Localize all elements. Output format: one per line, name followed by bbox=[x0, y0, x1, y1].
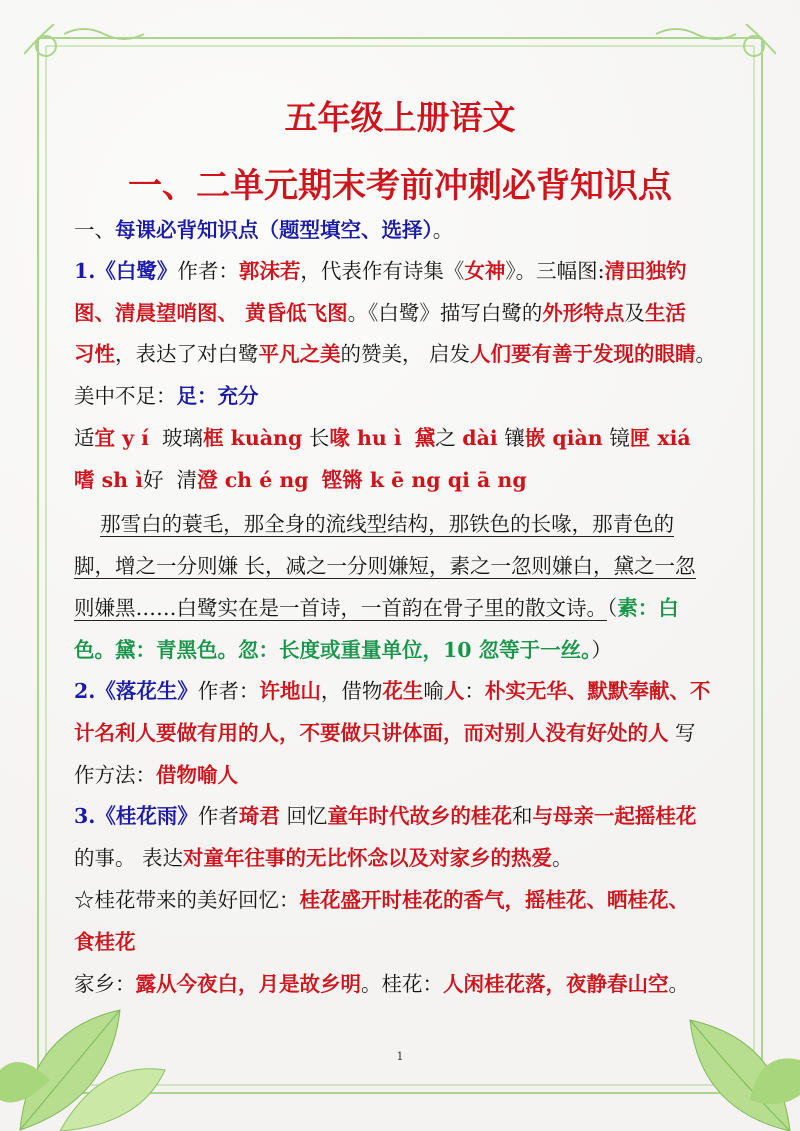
text-segment: 和 bbox=[511, 804, 533, 828]
text-segment: 。《白鹭》描写白鹭的 bbox=[347, 301, 543, 325]
text-segment: 计名利人要做有用的人，不要做只讲体面，而对别人没有好处的人 bbox=[74, 721, 669, 745]
text-segment: 。 bbox=[668, 972, 689, 996]
text-segment: 女神 bbox=[464, 259, 506, 283]
text-segment: 澄 ch é ng bbox=[197, 468, 309, 492]
text-segment: ） bbox=[591, 638, 612, 662]
text-line bbox=[74, 677, 710, 705]
text-segment: 习性 bbox=[74, 342, 115, 366]
text-line bbox=[74, 761, 238, 789]
text-segment: 嵌 qiàn bbox=[524, 426, 603, 450]
text-segment: 及 bbox=[624, 301, 645, 325]
text-segment: 匣 xiá bbox=[629, 426, 691, 450]
text-segment: 2.《落花生》 bbox=[74, 679, 198, 703]
text-segment: 外形特点 bbox=[542, 301, 625, 325]
text-line bbox=[74, 928, 136, 956]
text-line bbox=[74, 340, 716, 368]
text-segment: 琦君 bbox=[238, 804, 280, 828]
leaf-decoration-right-icon bbox=[650, 1000, 800, 1131]
text-segment: 对童年往事的无比怀念以及对家乡的热爱 bbox=[183, 846, 553, 870]
text-segment bbox=[402, 426, 415, 450]
text-segment: 喻 bbox=[423, 679, 444, 703]
text-segment: （ bbox=[607, 596, 618, 620]
text-segment: 作者： bbox=[177, 259, 239, 283]
text-segment: 镶 bbox=[497, 426, 525, 450]
text-segment: 喙 hu ì bbox=[329, 426, 402, 450]
text-segment: 许地山 bbox=[259, 679, 321, 703]
document-subtitle: 一、二单元期末考前冲刺必背知识点 bbox=[128, 166, 672, 206]
text-segment: ☆桂花带来的美好回忆： bbox=[74, 888, 300, 912]
text-segment: 郭沫若 bbox=[238, 259, 301, 283]
text-segment: 长 bbox=[302, 426, 330, 450]
text-segment: 人 bbox=[443, 679, 465, 703]
text-line bbox=[74, 886, 689, 914]
text-segment: 童年时代故乡的桂花 bbox=[327, 804, 512, 828]
text-segment: 。 bbox=[432, 218, 454, 242]
text-segment: 足：充分 bbox=[176, 384, 259, 408]
text-segment: 嗜 sh ì bbox=[74, 468, 144, 492]
text-segment: 作者 bbox=[197, 804, 239, 828]
text-segment: 朴实无华、默默奉献、不 bbox=[484, 679, 711, 703]
text-segment: ，代表作有诗集《 bbox=[300, 259, 465, 283]
text-segment: ，表达了对白鹭 bbox=[115, 342, 259, 366]
text-segment: 脚，增之一分则嫌 长，减之一分则嫌短，素之一忽则嫌白，黛之一忽 bbox=[74, 554, 696, 578]
text-segment: 人们要有善于发现的眼睛 bbox=[470, 342, 696, 366]
text-segment: 之 bbox=[435, 426, 463, 450]
text-segment: 镜 bbox=[602, 426, 630, 450]
text-line bbox=[74, 424, 691, 452]
text-line bbox=[74, 382, 259, 410]
text-line bbox=[74, 299, 686, 327]
text-line bbox=[74, 257, 687, 285]
text-segment: 图、清晨望哨图、 黄昏低飞图 bbox=[74, 301, 348, 325]
text-segment: 的事。 表达 bbox=[74, 846, 184, 870]
text-segment: 作者： bbox=[197, 679, 260, 703]
text-segment: 》。三幅图: bbox=[505, 259, 605, 283]
text-segment: 美中不足： bbox=[74, 384, 177, 408]
text-segment: 铿锵 k ē ng qi ā ng bbox=[321, 468, 527, 492]
text-segment: 。 bbox=[695, 342, 717, 366]
page-number: 1 bbox=[396, 1050, 404, 1063]
text-line bbox=[74, 594, 679, 622]
text-segment: 适 bbox=[74, 426, 95, 450]
text-segment: 桂花盛开时桂花的香气，摇桂花、晒桂花、 bbox=[299, 888, 689, 912]
text-line bbox=[74, 844, 573, 872]
text-segment: 黛 bbox=[414, 426, 436, 450]
text-segment: 。桂花： bbox=[361, 972, 443, 996]
text-line bbox=[74, 636, 612, 664]
text-segment: 作方法： bbox=[74, 763, 156, 787]
text-segment: ： bbox=[464, 679, 485, 703]
text-segment: 一、 bbox=[74, 218, 115, 242]
text-segment: 写 bbox=[668, 721, 696, 745]
text-segment: 好 清 bbox=[143, 468, 198, 492]
text-segment bbox=[309, 468, 322, 492]
text-segment: dài bbox=[462, 426, 498, 450]
text-segment: 那雪白的蓑毛，那全身的流线型结构，那铁色的长喙，那青色的 bbox=[100, 512, 675, 536]
text-line bbox=[74, 216, 453, 244]
text-segment: 素：白 bbox=[617, 596, 679, 620]
text-segment: 3.《桂花雨》 bbox=[74, 804, 198, 828]
text-segment: 平凡之美 bbox=[258, 342, 341, 366]
text-segment: 则嫌黑……白鹭实在是一首诗，一首韵在骨子里的散文诗。 bbox=[74, 596, 607, 620]
text-segment: 清田独钓 bbox=[604, 259, 687, 283]
text-segment: 花生 bbox=[382, 679, 424, 703]
text-line bbox=[74, 552, 696, 580]
text-segment: 宜 y í bbox=[94, 426, 149, 450]
text-segment: 。 bbox=[552, 846, 573, 870]
text-segment: 与母亲一起摇桂花 bbox=[532, 804, 697, 828]
text-segment: 色。黛：青黑色。忽：长度或重量单位，10 忽等于一丝。 bbox=[74, 638, 592, 662]
text-line bbox=[74, 970, 689, 998]
text-line bbox=[74, 466, 527, 494]
text-segment: 1.《白鹭》 bbox=[74, 259, 178, 283]
text-segment bbox=[74, 512, 100, 536]
text-line bbox=[74, 719, 696, 747]
text-segment: 的赞美， 启发 bbox=[340, 342, 471, 366]
text-segment: 每课必背知识点（题型填空、选择） bbox=[115, 218, 433, 242]
text-segment: 玻璃 bbox=[148, 426, 204, 450]
text-segment: 借物喻人 bbox=[156, 763, 238, 787]
text-segment: ，借物 bbox=[320, 679, 383, 703]
text-segment: 回忆 bbox=[279, 804, 328, 828]
text-line bbox=[74, 802, 696, 830]
document-title: 五年级上册语文 bbox=[284, 98, 516, 137]
text-segment: 生活 bbox=[644, 301, 686, 325]
text-segment: 露从今夜白，月是故乡明 bbox=[135, 972, 361, 996]
text-segment: 框 kuàng bbox=[203, 426, 303, 450]
text-segment: 食桂花 bbox=[74, 930, 136, 954]
text-segment: 家乡： bbox=[74, 972, 136, 996]
text-line bbox=[74, 510, 674, 538]
text-segment: 人闲桂花落，夜静春山空 bbox=[443, 972, 669, 996]
